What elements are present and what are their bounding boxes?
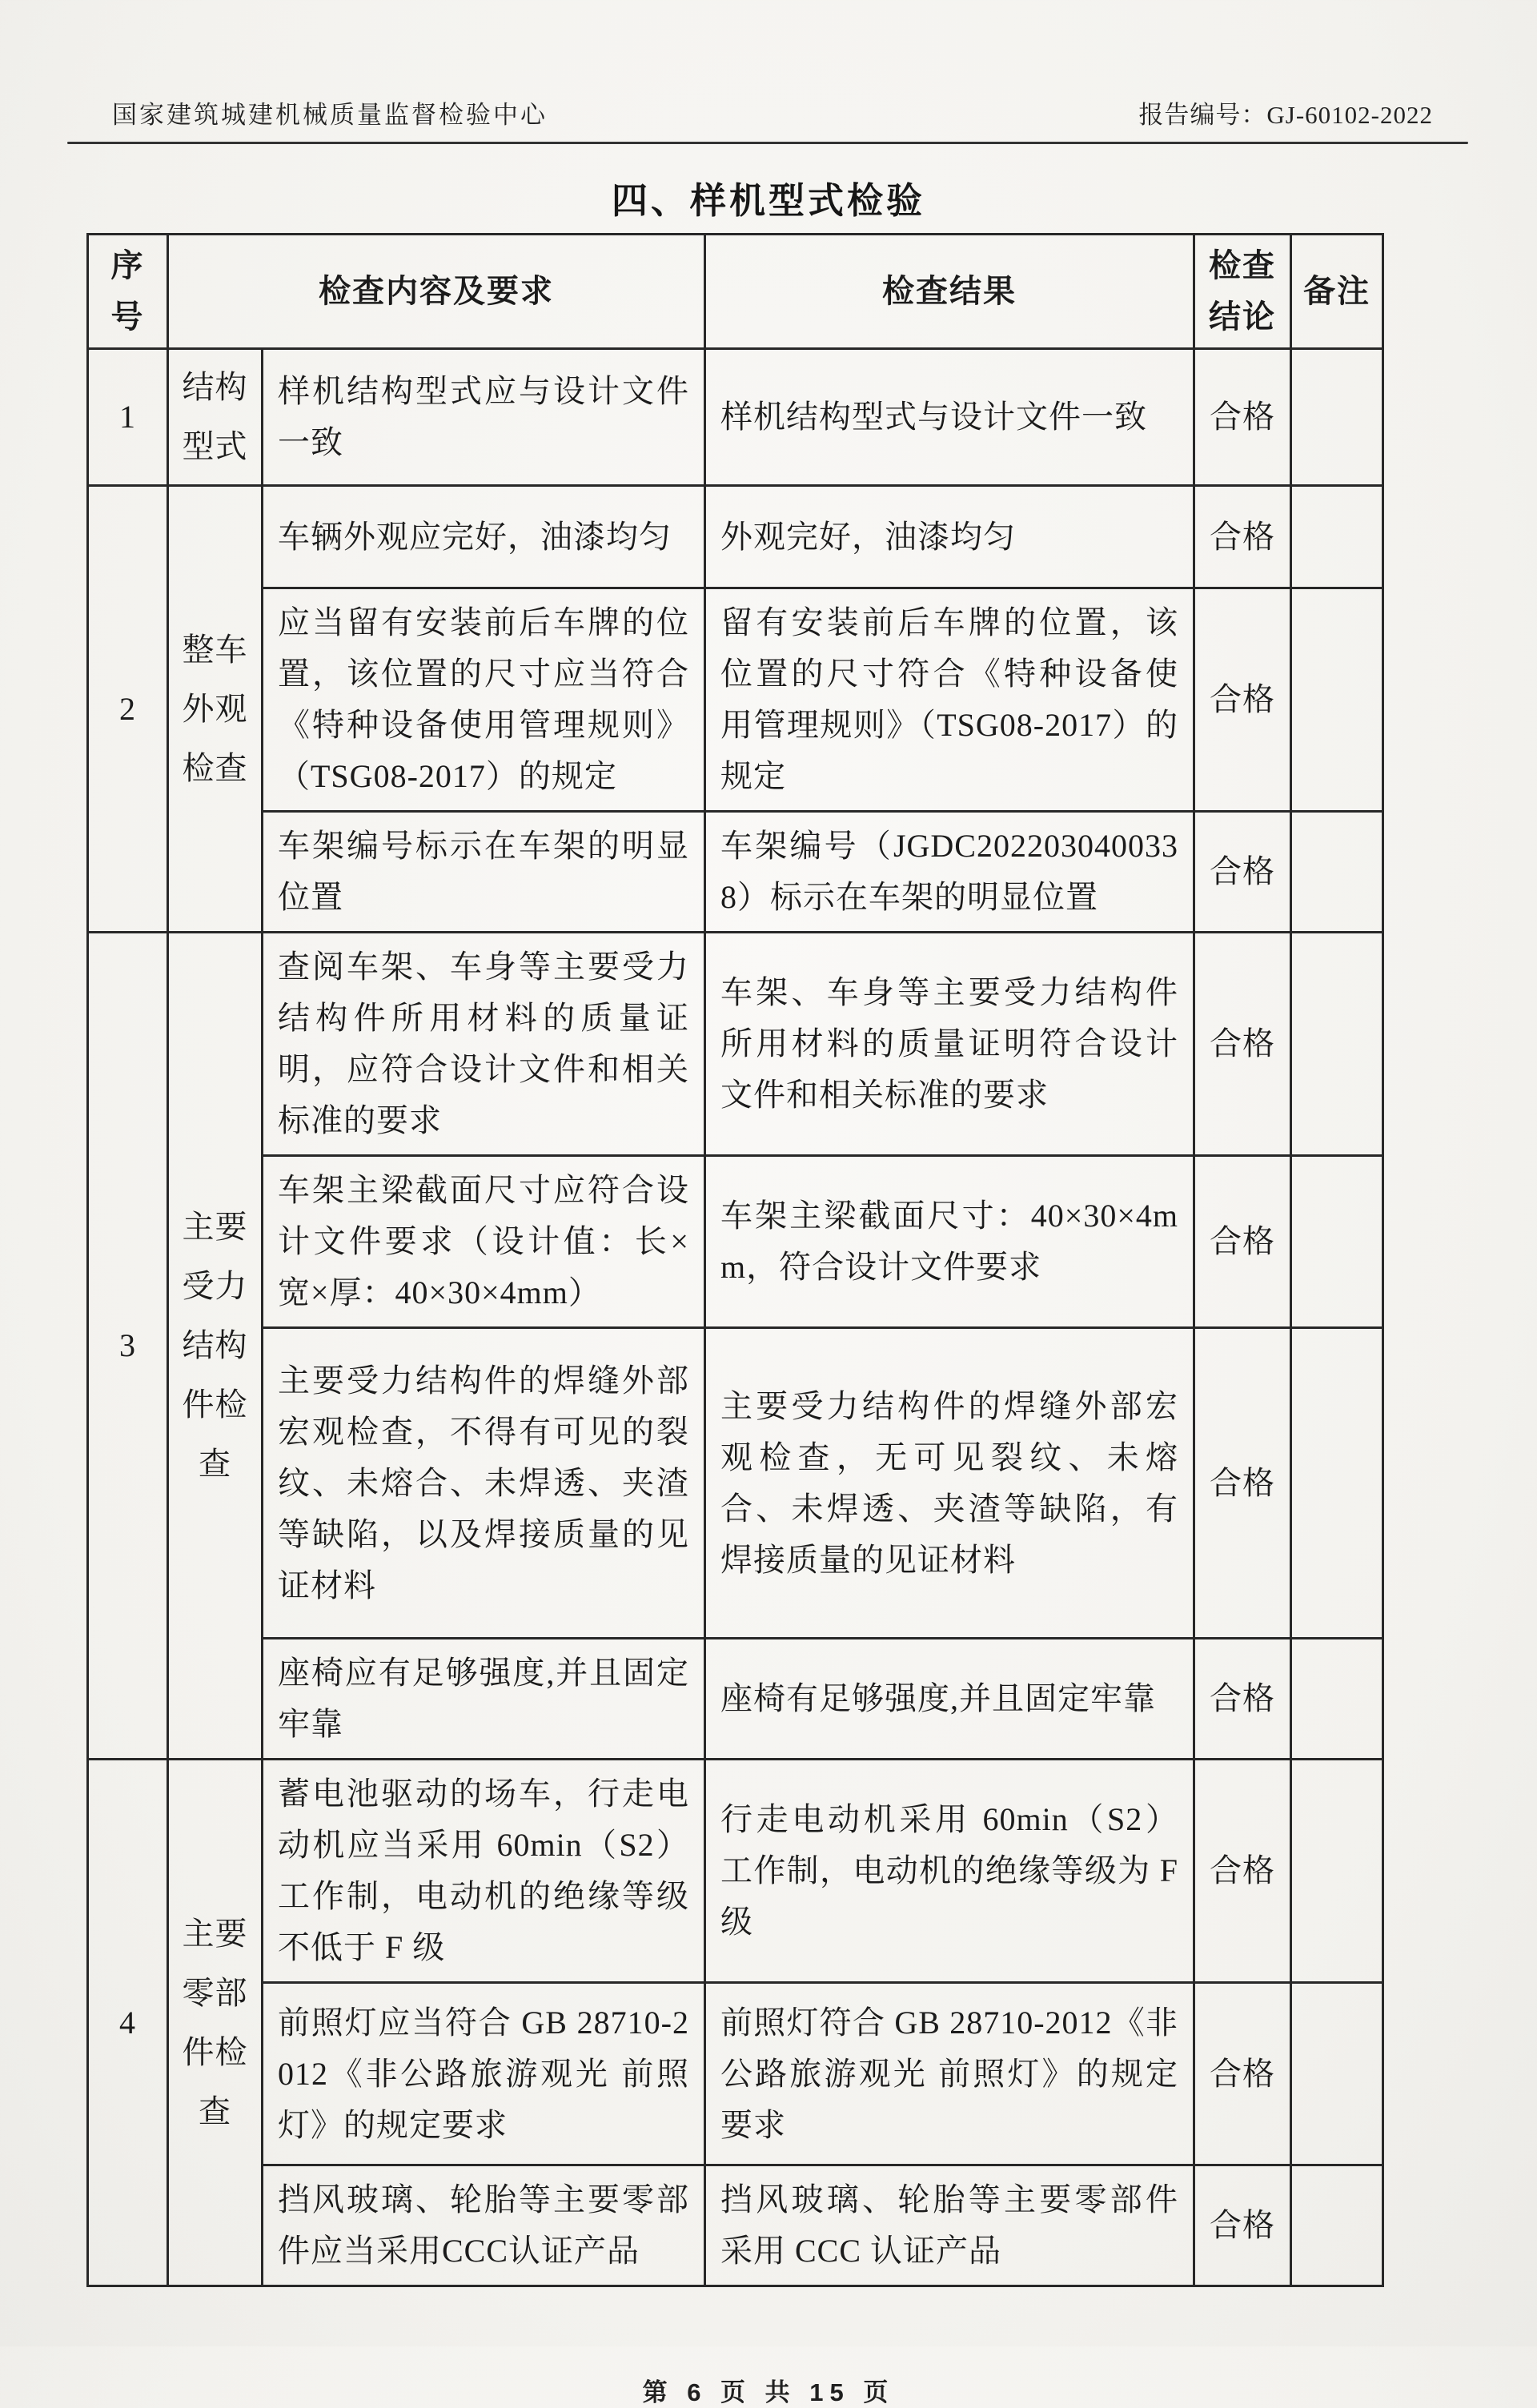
table-row <box>88 588 1383 812</box>
table-header-row <box>88 235 1383 349</box>
content-cell: 挡风玻璃、轮胎等主要零部件应当采用CCC认证产品 <box>263 2165 705 2286</box>
table-row <box>88 1328 1383 1639</box>
doc-header <box>0 0 1537 130</box>
remark-cell <box>1291 1156 1383 1328</box>
result-cell: 前照灯符合 GB 28710-2012《非公路旅游观光 前照灯》的规定要求 <box>705 1983 1194 2165</box>
result-cell: 行走电动机采用 60min（S2）工作制，电动机的绝缘等级为 F 级 <box>705 1760 1194 1983</box>
table-row <box>88 1760 1383 1983</box>
table-row <box>88 1983 1383 2165</box>
result-cell: 座椅有足够强度,并且固定牢靠 <box>705 1639 1194 1760</box>
table-row <box>88 812 1383 933</box>
content-cell: 车架编号标示在车架的明显位置 <box>263 812 705 933</box>
header-seq: 序号 <box>88 235 168 349</box>
result-cell: 挡风玻璃、轮胎等主要零部件采用 CCC 认证产品 <box>705 2165 1194 2286</box>
content-cell: 车辆外观应完好，油漆均匀 <box>263 486 705 588</box>
result-cell: 车架、车身等主要受力结构件所用材料的质量证明符合设计文件和相关标准的要求 <box>705 933 1194 1156</box>
report-number: 报告编号：GJ-60102-2022 <box>1138 101 1433 129</box>
conclusion-cell: 合格 <box>1194 812 1291 933</box>
conclusion-cell: 合格 <box>1194 349 1291 486</box>
remark-cell <box>1291 349 1383 486</box>
conclusion-cell: 合格 <box>1194 1983 1291 2165</box>
header-conclusion: 检查结论 <box>1194 235 1291 349</box>
conclusion-cell: 合格 <box>1194 486 1291 588</box>
conclusion-cell: 合格 <box>1194 1760 1291 1983</box>
result-cell: 外观完好，油漆均匀 <box>705 486 1194 588</box>
remark-cell <box>1291 933 1383 1156</box>
seq-cell: 2 <box>88 486 168 933</box>
table-row <box>88 2165 1383 2286</box>
remark-cell <box>1291 2165 1383 2286</box>
content-cell: 车架主梁截面尺寸应符合设计文件要求（设计值：长×宽×厚：40×30×4mm） <box>263 1156 705 1328</box>
remark-cell <box>1291 1328 1383 1639</box>
result-cell: 主要受力结构件的焊缝外部宏观检查，无可见裂纹、未熔合、未焊透、夹渣等缺陷，有焊接质量的见证材料 <box>705 1328 1194 1639</box>
result-cell: 车架编号（JGDC2022030400338）标示在车架的明显位置 <box>705 812 1194 933</box>
content-cell: 座椅应有足够强度,并且固定牢靠 <box>263 1639 705 1760</box>
table-row <box>88 486 1383 588</box>
result-cell: 车架主梁截面尺寸：40×30×4mm，符合设计文件要求 <box>705 1156 1194 1328</box>
seq-cell: 1 <box>88 349 168 486</box>
table-row <box>88 1639 1383 1760</box>
seq-cell: 3 <box>88 933 168 1760</box>
org-name: 国家建筑城建机械质量监督检验中心 <box>112 101 548 129</box>
content-cell: 查阅车架、车身等主要受力结构件所用材料的质量证明，应符合设计文件和相关标准的要求 <box>263 933 705 1156</box>
remark-cell <box>1291 486 1383 588</box>
header-content: 检查内容及要求 <box>168 235 705 349</box>
content-cell: 应当留有安装前后车牌的位置，该位置的尺寸应当符合《特种设备使用管理规则》（TSG08-2017）的规定 <box>263 588 705 812</box>
conclusion-cell: 合格 <box>1194 2165 1291 2286</box>
conclusion-cell: 合格 <box>1194 1328 1291 1639</box>
header-result: 检查结果 <box>705 235 1194 349</box>
category-cell: 结构型式 <box>168 349 263 486</box>
conclusion-cell: 合格 <box>1194 588 1291 812</box>
table-row <box>88 933 1383 1156</box>
inspection-table <box>86 233 1384 2287</box>
category-cell: 整车外观检查 <box>168 486 263 933</box>
result-cell: 留有安装前后车牌的位置，该位置的尺寸符合《特种设备使用管理规则》（TSG08-2017）的规定 <box>705 588 1194 812</box>
seq-cell: 4 <box>88 1760 168 2286</box>
table-row <box>88 349 1383 486</box>
header-remark: 备注 <box>1291 235 1383 349</box>
remark-cell <box>1291 588 1383 812</box>
table-row <box>88 1156 1383 1328</box>
page-title: 四、样机型式检验 <box>611 180 925 221</box>
remark-cell <box>1291 1983 1383 2165</box>
page-footer: 第 6 页 共 15 页 <box>642 2378 895 2406</box>
content-cell: 蓄电池驱动的场车，行走电动机应当采用 60min（S2）工作制，电动机的绝缘等级不低于 F 级 <box>263 1760 705 1983</box>
conclusion-cell: 合格 <box>1194 1156 1291 1328</box>
result-cell: 样机结构型式与设计文件一致 <box>705 349 1194 486</box>
conclusion-cell: 合格 <box>1194 1639 1291 1760</box>
remark-cell <box>1291 1639 1383 1760</box>
category-cell: 主要零部件检查 <box>168 1760 263 2286</box>
remark-cell <box>1291 812 1383 933</box>
remark-cell <box>1291 1760 1383 1983</box>
content-cell: 主要受力结构件的焊缝外部宏观检查，不得有可见的裂纹、未熔合、未焊透、夹渣等缺陷，以及焊接质量的见证材料 <box>263 1328 705 1639</box>
content-cell: 前照灯应当符合 GB 28710-2012《非公路旅游观光 前照灯》的规定要求 <box>263 1983 705 2165</box>
header-rule <box>67 142 1468 144</box>
content-cell: 样机结构型式应与设计文件一致 <box>263 349 705 486</box>
conclusion-cell: 合格 <box>1194 933 1291 1156</box>
category-cell: 主要受力结构件检查 <box>168 933 263 1760</box>
